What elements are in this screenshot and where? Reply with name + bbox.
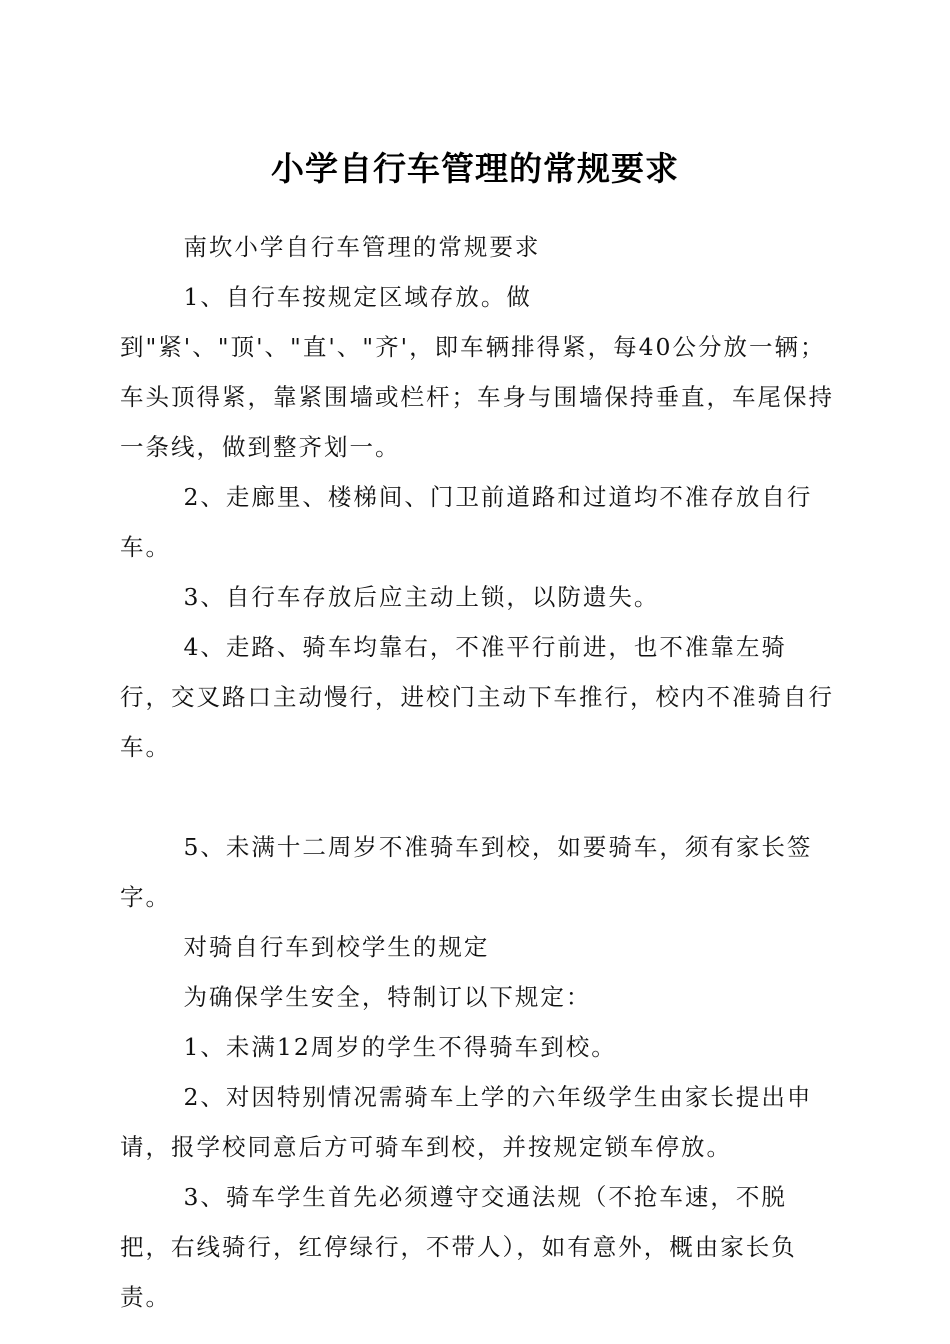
paragraph-subtitle: 南坎小学自行车管理的常规要求 xyxy=(183,233,541,261)
paragraph-provision-1: 1、未满12周岁的学生不得骑车到校。 xyxy=(183,1033,617,1061)
paragraph-intro: 为确保学生安全，特制订以下规定： xyxy=(183,983,592,1011)
paragraph-provision-2: 2、对因特别情况需骑车上学的六年级学生由家长提出申请，报学校同意后方可骑车到校，并按规定锁车停放。 xyxy=(120,1083,813,1161)
paragraph-rule-5: 5、未满十二周岁不准骑车到校，如要骑车，须有家长签字。 xyxy=(120,833,813,911)
document-title: 小学自行车管理的常规要求 xyxy=(271,149,679,188)
paragraph-rule-2: 2、走廊里、楼梯间、门卫前道路和过道均不准存放自行车。 xyxy=(120,483,813,561)
document-body xyxy=(120,222,835,1322)
paragraph-provision-3: 3、骑车学生首先必须遵守交通法规（不抢车速，不脱把，右线骑行，红停绿行，不带人），如有意外，概由家长负责。 xyxy=(120,1183,797,1311)
paragraph-rule-1: 1、自行车按规定区域存放。做到"紧'、"顶'、"直'、"齐'，即车辆排得紧，每40公分放一辆；车头顶得紧，靠紧围墙或栏杆；车身与围墙保持垂直，车尾保持一条线，做到整齐划一。 xyxy=(120,283,834,461)
paragraph-rule-3: 3、自行车存放后应主动上锁，以防遗失。 xyxy=(183,583,660,611)
paragraph-rule-4: 4、走路、骑车均靠右，不准平行前进，也不准靠左骑行，交叉路口主动慢行，进校门主动下车推行，校内不准骑自行车。 xyxy=(120,633,834,761)
section-heading-cyclist-rules: 对骑自行车到校学生的规定 xyxy=(183,933,490,961)
